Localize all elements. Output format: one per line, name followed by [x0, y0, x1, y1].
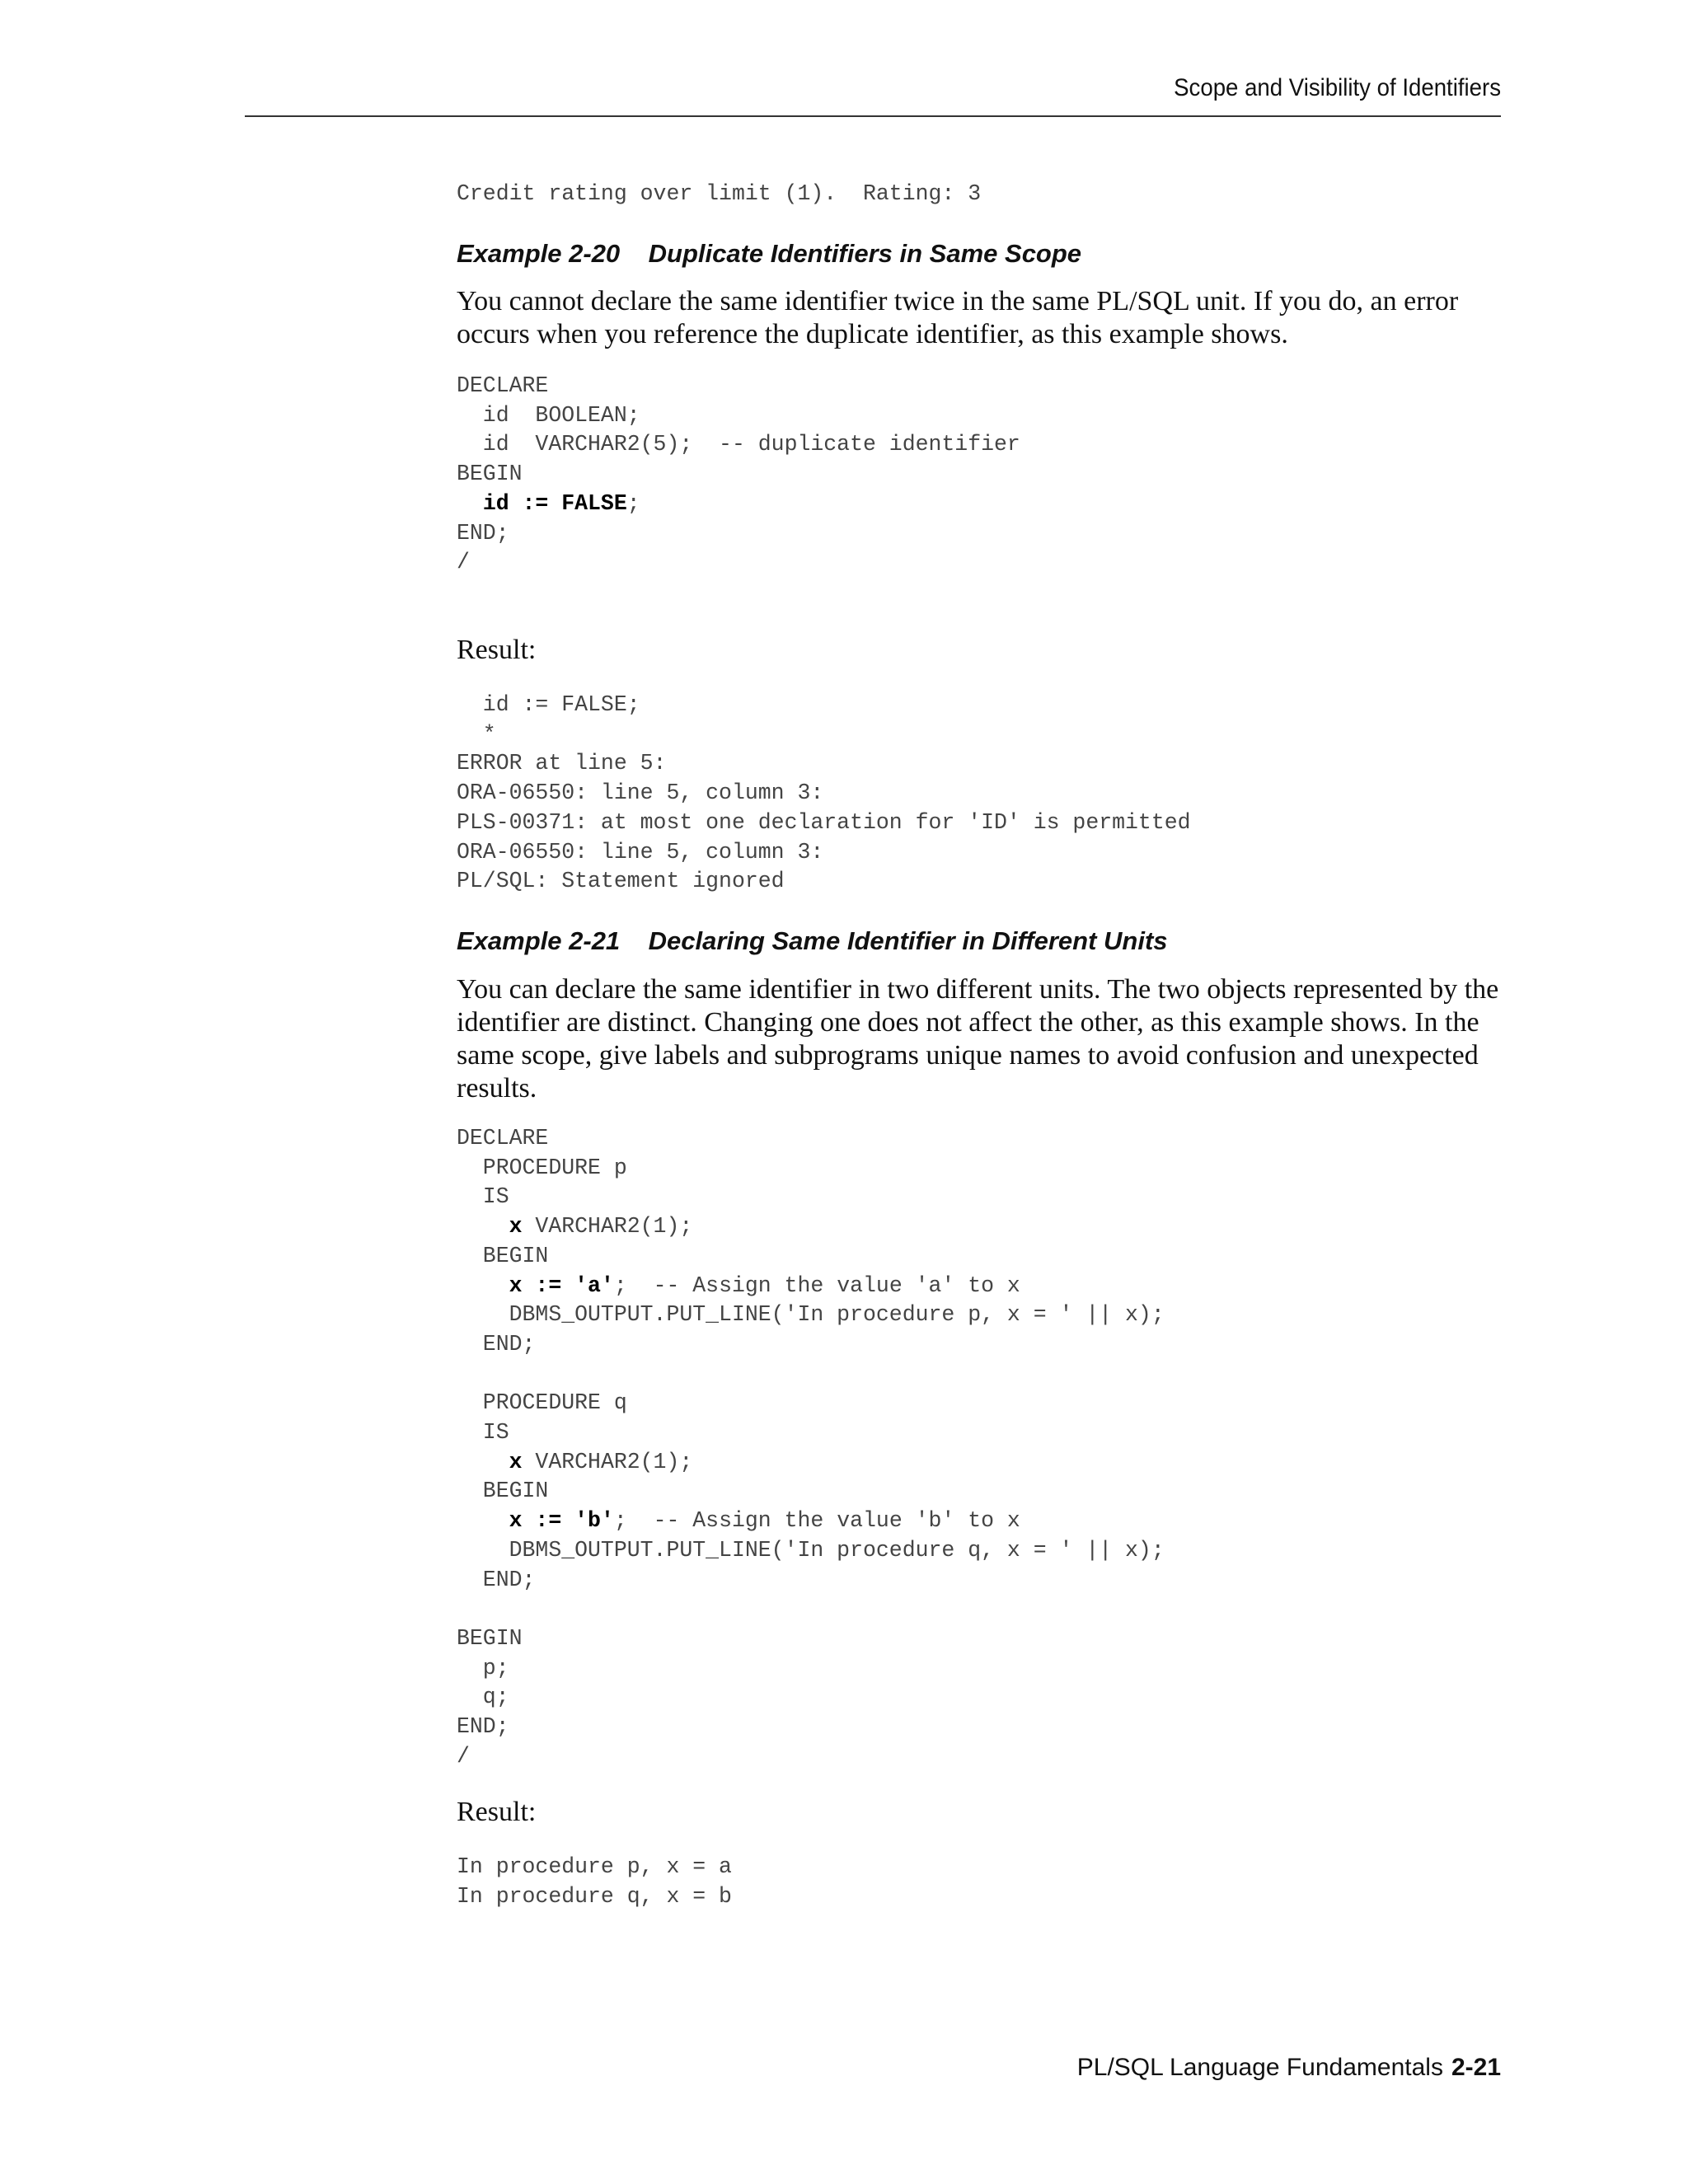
code-line: DECLARE — [457, 1126, 549, 1151]
footer-section-title: PL/SQL Language Fundamentals — [1076, 2054, 1443, 2081]
example-2-21-result-label: Result: — [457, 1797, 537, 1827]
code-line: In procedure p, x = a — [457, 1854, 732, 1879]
code-line: END; — [457, 1567, 536, 1592]
example-2-21-result — [457, 1853, 732, 1911]
code-line: ORA-06550: line 5, column 3: — [457, 839, 824, 865]
code-line: x := 'a'; -- Assign the value 'a' to x — [509, 1272, 1020, 1298]
example-2-20-description: You cannot declare the same identifier twice in the same PL/SQL unit. If you do, an error occurs when you reference the duplicate identifier, as this example shows. — [457, 286, 1459, 349]
code-line: Credit rating over limit (1). Rating: 3 — [457, 181, 982, 206]
code-line: END; — [457, 1331, 536, 1357]
code-line: BEGIN — [457, 462, 523, 487]
code-line: id := FALSE; — [482, 490, 640, 516]
code-line: ORA-06550: line 5, column 3: — [457, 780, 824, 806]
code-line: BEGIN — [457, 1479, 549, 1504]
code-line: x := 'b'; -- Assign the value 'b' to x — [509, 1508, 1020, 1534]
running-header: Scope and Visibility of Identifiers — [1174, 74, 1501, 101]
header-rule — [245, 115, 1501, 117]
code-line: id VARCHAR2(5); -- duplicate identifier — [457, 432, 1020, 457]
code-line: In procedure q, x = b — [457, 1883, 732, 1909]
code-line: p; — [457, 1655, 509, 1680]
top-output-block — [457, 180, 981, 209]
example-2-20-result — [457, 691, 1191, 897]
code-line: DECLARE — [457, 373, 549, 398]
code-line: IS — [457, 1420, 509, 1446]
code-line: BEGIN — [457, 1625, 523, 1651]
code-line: x VARCHAR2(1); — [509, 1449, 693, 1474]
code-line: DBMS_OUTPUT.PUT_LINE('In procedure p, x = ' || x); — [457, 1302, 1165, 1328]
example-2-21-code — [457, 1124, 1165, 1771]
example-2-20-title: Example 2-20 Duplicate Identifiers in Same Scope — [457, 239, 1082, 268]
code-line: x VARCHAR2(1); — [509, 1214, 693, 1240]
code-line: DBMS_OUTPUT.PUT_LINE('In procedure q, x = ' || x); — [457, 1537, 1165, 1563]
example-2-21-description: You can declare the same identifier in two different units. The two objects represented by the identifier are distinct. Changing one does not affect the other, as this example shows. In the same scope, give labels and subprograms unique names to avoid confusion and unexpected results. — [457, 974, 1499, 1104]
code-line: * — [457, 721, 496, 747]
code-line: PROCEDURE p — [457, 1155, 627, 1180]
code-line: q; — [457, 1685, 509, 1710]
code-line: END; — [457, 1714, 509, 1740]
code-line: BEGIN — [457, 1243, 549, 1268]
code-line: / — [457, 1743, 470, 1769]
code-line: PL/SQL: Statement ignored — [457, 869, 785, 894]
code-line: PLS-00371: at most one declaration for 'ID' is permitted — [457, 809, 1191, 835]
example-2-21-title: Example 2-21 Declaring Same Identifier in Different Units — [457, 926, 1168, 955]
page-footer — [245, 2054, 1501, 2082]
code-line: END; — [457, 520, 509, 546]
code-line: / — [457, 550, 470, 575]
code-line: IS — [457, 1184, 509, 1210]
code-line: id := FALSE; — [457, 692, 640, 717]
code-line: ERROR at line 5: — [457, 751, 667, 776]
code-line: id BOOLEAN; — [457, 402, 640, 428]
page-number: 2-21 — [1451, 2054, 1501, 2081]
example-2-20-code — [457, 372, 1020, 578]
code-line: PROCEDURE q — [457, 1390, 627, 1416]
example-2-20-result-label: Result: — [457, 635, 537, 665]
